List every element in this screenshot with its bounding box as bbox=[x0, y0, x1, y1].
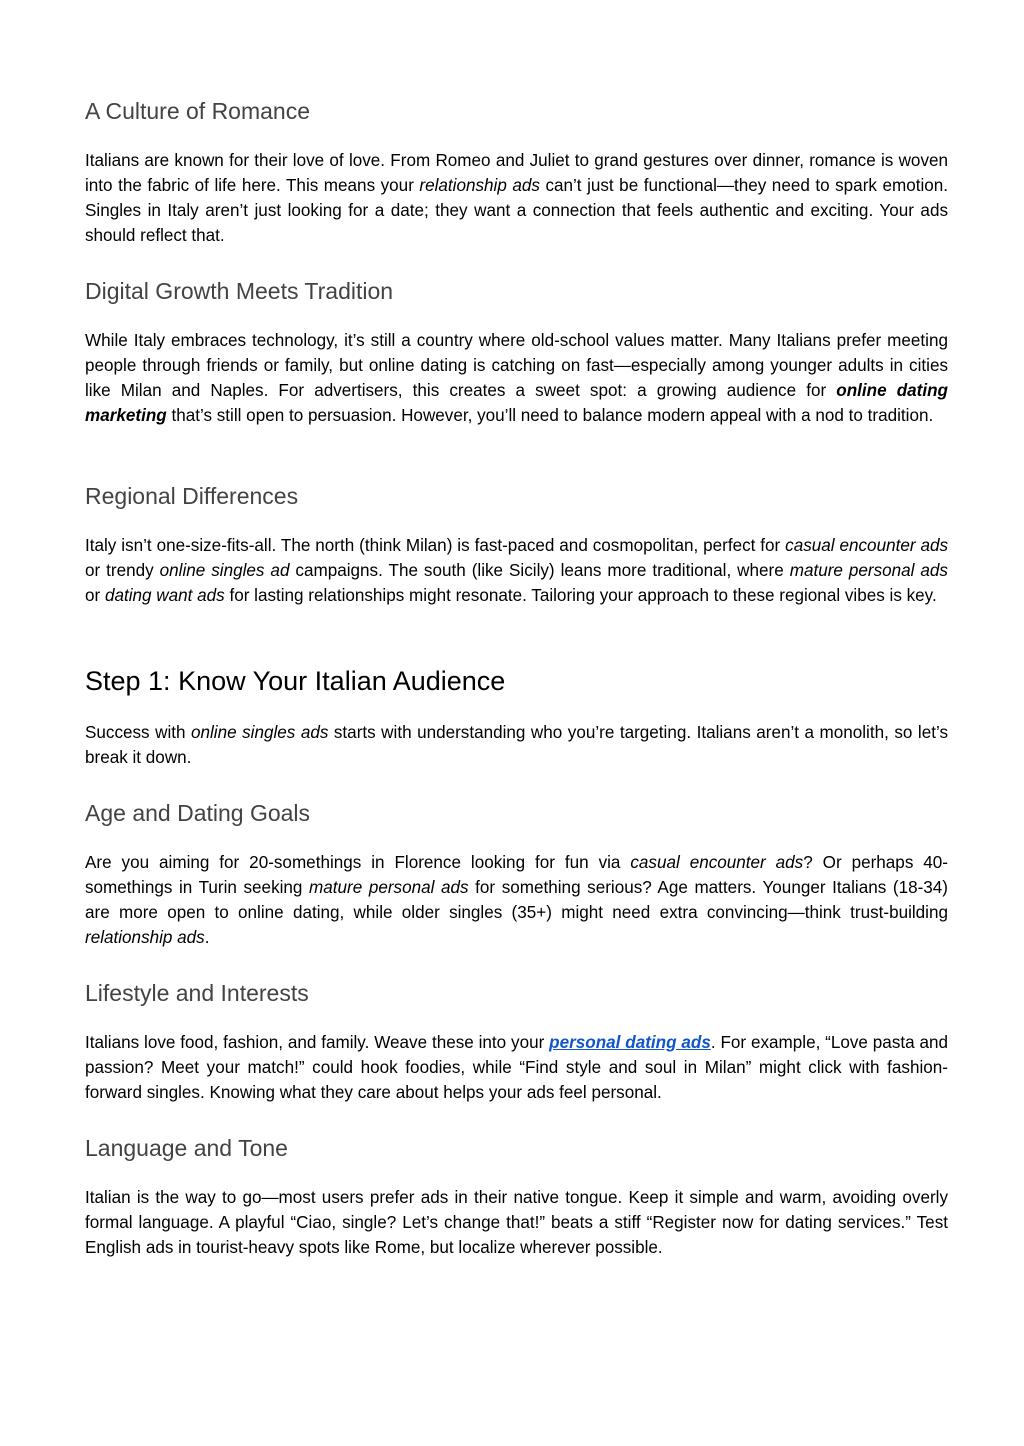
emphasis-text: dating want ads bbox=[104, 586, 225, 605]
emphasis-text: casual encounter ads bbox=[630, 853, 804, 872]
section-step-1 bbox=[85, 665, 948, 697]
section-lifestyle-paragraph-wrap bbox=[85, 1030, 948, 1105]
text-run: or trendy bbox=[85, 561, 160, 580]
section-digital-growth bbox=[85, 277, 948, 305]
text-run: Italians are known for their love of love. From Romeo and Juliet to grand gestures over dinner, romance is woven into the fabric of life here. This means your bbox=[85, 151, 948, 195]
section-heading: Lifestyle and Interests bbox=[85, 980, 309, 1006]
text-run: Are you aiming for 20-somethings in Florence looking for fun via bbox=[85, 853, 631, 872]
section-culture-of-romance bbox=[85, 97, 948, 125]
section-heading: Language and Tone bbox=[85, 1135, 288, 1161]
page-heading: Step 1: Know Your Italian Audience bbox=[85, 666, 506, 696]
emphasis-text: online singles ad bbox=[159, 561, 290, 580]
section-digital-paragraph-wrap bbox=[85, 328, 948, 428]
text-run: Italy isn’t one-size-fits-all. The north (think Milan) is fast-paced and cosmopolitan, perfect for bbox=[85, 536, 786, 555]
section-age-paragraph-wrap bbox=[85, 850, 948, 950]
emphasis-text: mature personal ads bbox=[789, 561, 948, 580]
paragraph bbox=[85, 1030, 948, 1105]
section-language-paragraph-wrap bbox=[85, 1185, 948, 1260]
paragraph bbox=[85, 328, 948, 428]
text-run: . For example, “Love pasta and passion? Meet your match!” could hook foodies, while “Find style and soul in Milan” might click with fashion-forward singles. Knowing what they care about helps your ads feel personal. bbox=[85, 1033, 948, 1102]
section-heading: Digital Growth Meets Tradition bbox=[85, 278, 394, 304]
personal-dating-ads-link[interactable]: personal dating ads bbox=[549, 1033, 711, 1052]
text-run: campaigns. The south (like Sicily) leans more traditional, where bbox=[289, 561, 790, 580]
text-run: for lasting relationships might resonate. Tailoring your approach to these regional vibes is key. bbox=[224, 586, 937, 605]
paragraph bbox=[85, 720, 948, 770]
emphasis-text: relationship ads bbox=[419, 176, 540, 195]
strong-emphasis-text: online dating marketing bbox=[85, 381, 948, 425]
text-run: . bbox=[204, 928, 210, 947]
section-lifestyle-interests bbox=[85, 979, 948, 1007]
section-culture-paragraph-wrap bbox=[85, 148, 948, 248]
text-run: starts with understanding who you’re targeting. Italians aren’t a monolith, so let’s break it down. bbox=[85, 723, 948, 767]
text-run: While Italy embraces technology, it’s still a country where old-school values matter. Many Italians prefer meeting people through friends or family, but online dating is catching on fast—especially among younger adults in cities like Milan and Naples. For advertisers, this creates a sweet spot: a growing audience for bbox=[85, 331, 948, 400]
paragraph bbox=[85, 148, 948, 248]
section-heading: Age and Dating Goals bbox=[85, 800, 311, 826]
text-run: ? Or perhaps 40-somethings in Turin seeking bbox=[85, 853, 948, 897]
text-run: Italian is the way to go—most users prefer ads in their native tongue. Keep it simple and warm, avoiding overly formal language. A playful “Ciao, single? Let’s change that!” beats a stiff “Register now for dating services.” Test English ads in tourist-heavy spots like Rome, but localize wherever possible. bbox=[85, 1188, 948, 1257]
section-heading: A Culture of Romance bbox=[85, 98, 311, 124]
section-age-dating-goals bbox=[85, 799, 948, 827]
paragraph bbox=[85, 850, 948, 950]
emphasis-text: relationship ads bbox=[85, 928, 205, 947]
text-run: Italians love food, fashion, and family. Weave these into your bbox=[85, 1033, 550, 1052]
section-regional-differences bbox=[85, 482, 948, 510]
text-run: Success with bbox=[85, 723, 191, 742]
paragraph bbox=[85, 1185, 948, 1260]
text-run: or bbox=[85, 586, 105, 605]
emphasis-text: online singles ads bbox=[191, 723, 329, 742]
section-language-tone bbox=[85, 1134, 948, 1162]
emphasis-text: casual encounter ads bbox=[785, 536, 949, 555]
text-run: that’s still open to persuasion. However, you’ll need to balance modern appeal with a nod to tradition. bbox=[166, 406, 934, 425]
text-run: for something serious? Age matters. Younger Italians (18-34) are more open to online dating, while older singles (35+) might need extra convincing—think trust-building bbox=[85, 878, 948, 922]
section-step1-paragraph-wrap bbox=[85, 720, 948, 770]
emphasis-text: mature personal ads bbox=[309, 878, 469, 897]
section-heading: Regional Differences bbox=[85, 483, 299, 509]
text-run: can’t just be functional—they need to spark emotion. Singles in Italy aren’t just looking for a date; they want a connection that feels authentic and exciting. Your ads should reflect that. bbox=[85, 176, 949, 245]
section-regional-paragraph-wrap bbox=[85, 533, 948, 608]
paragraph bbox=[85, 533, 948, 608]
